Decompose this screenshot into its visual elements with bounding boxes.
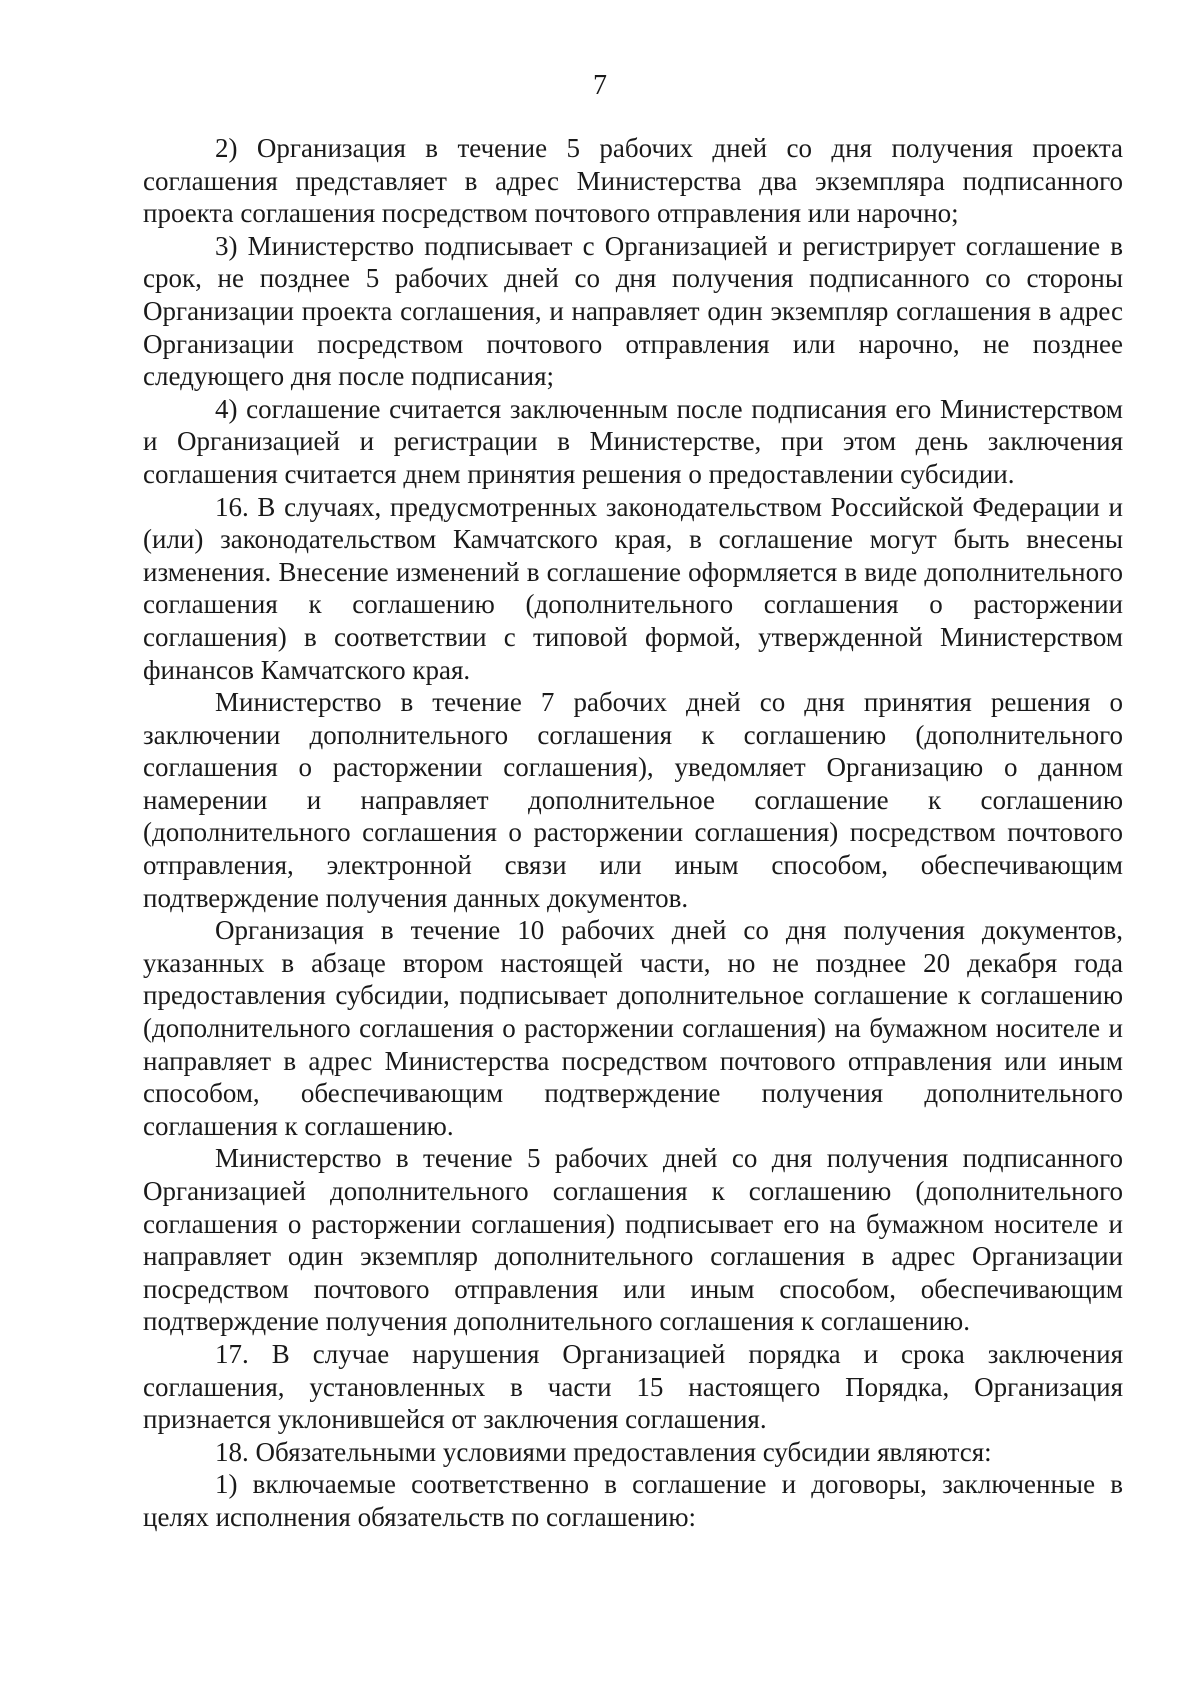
paragraph-item-4: 4) соглашение считается заключенным после подписания его Министерством и Организацией и регистрации в Министерстве, при этом день заключения соглашения считается днем принятия решения о предоставлении субсидии. [143, 393, 1123, 489]
page-number: 7 [593, 70, 607, 101]
paragraph-section-17: 17. В случае нарушения Организацией порядка и срока заключения соглашения, установленных в части 15 настоящего Порядка, Организация признается уклонившейся от заключения соглашения. [143, 1338, 1123, 1435]
paragraph-section-16-part-2: Министерство в течение 7 рабочих дней со дня принятия решения о заключении дополнительного соглашения к соглашению (дополнительного соглашения о расторжении соглашения), уведомляет Организацию о данном намерении и направляет дополнительное соглашение к соглашению (дополнительного соглашения о расторжении соглашения) посредством почтового отправления, электронной связи или иным способом, обеспечивающим подтверждение получения данных документов. [143, 687, 1123, 913]
paragraph-section-18-item-1: 1) включаемые соответственно в соглашение и договоры, заключенные в целях исполнения обязательств по соглашению: [143, 1469, 1123, 1532]
document-body [143, 132, 1123, 1534]
paragraph-section-18: 18. Обязательными условиями предоставления субсидии являются: [215, 1436, 992, 1467]
paragraph-item-3: 3) Министерство подписывает с Организацией и регистрирует соглашение в срок, не позднее 5 рабочих дней со дня получения подписанного со стороны Организации проекта соглашения, и направляет один экземпляр соглашения в адрес Организации посредством почтового отправления или нарочно, не позднее следующего дня после подписания; [143, 230, 1123, 392]
paragraph-section-16: 16. В случаях, предусмотренных законодательством Российской Федерации и (или) законодательством Камчатского края, в соглашение могут быть внесены изменения. Внесение изменений в соглашение оформляется в виде дополнительного соглашения к соглашению (дополнительного соглашения о расторжении соглашения) в соответствии с типовой формой, утвержденной Министерством финансов Камчатского края. [143, 491, 1123, 685]
paragraph-section-16-part-4: Министерство в течение 5 рабочих дней со дня получения подписанного Организацией дополнительного соглашения к соглашению (дополнительного соглашения о расторжении соглашения) подписывает его на бумажном носителе и направляет один экземпляр дополнительного соглашения в адрес Организации посредством почтового отправления или иным способом, обеспечивающим подтверждение получения дополнительного соглашения к соглашению. [143, 1143, 1123, 1337]
paragraph-item-2: 2) Организация в течение 5 рабочих дней со дня получения проекта соглашения представляет в адрес Министерства два экземпляра подписанного проекта соглашения посредством почтового отправления или нарочно; [143, 133, 1123, 229]
paragraph-section-16-part-3: Организация в течение 10 рабочих дней со дня получения документов, указанных в абзаце втором настоящей части, но не позднее 20 декабря года предоставления субсидии, подписывает дополнительное соглашение к соглашению (дополнительного соглашения о расторжении соглашения) на бумажном носителе и направляет в адрес Министерства посредством почтового отправления или иным способом, обеспечивающим подтверждение получения дополнительного соглашения к соглашению. [143, 915, 1123, 1141]
